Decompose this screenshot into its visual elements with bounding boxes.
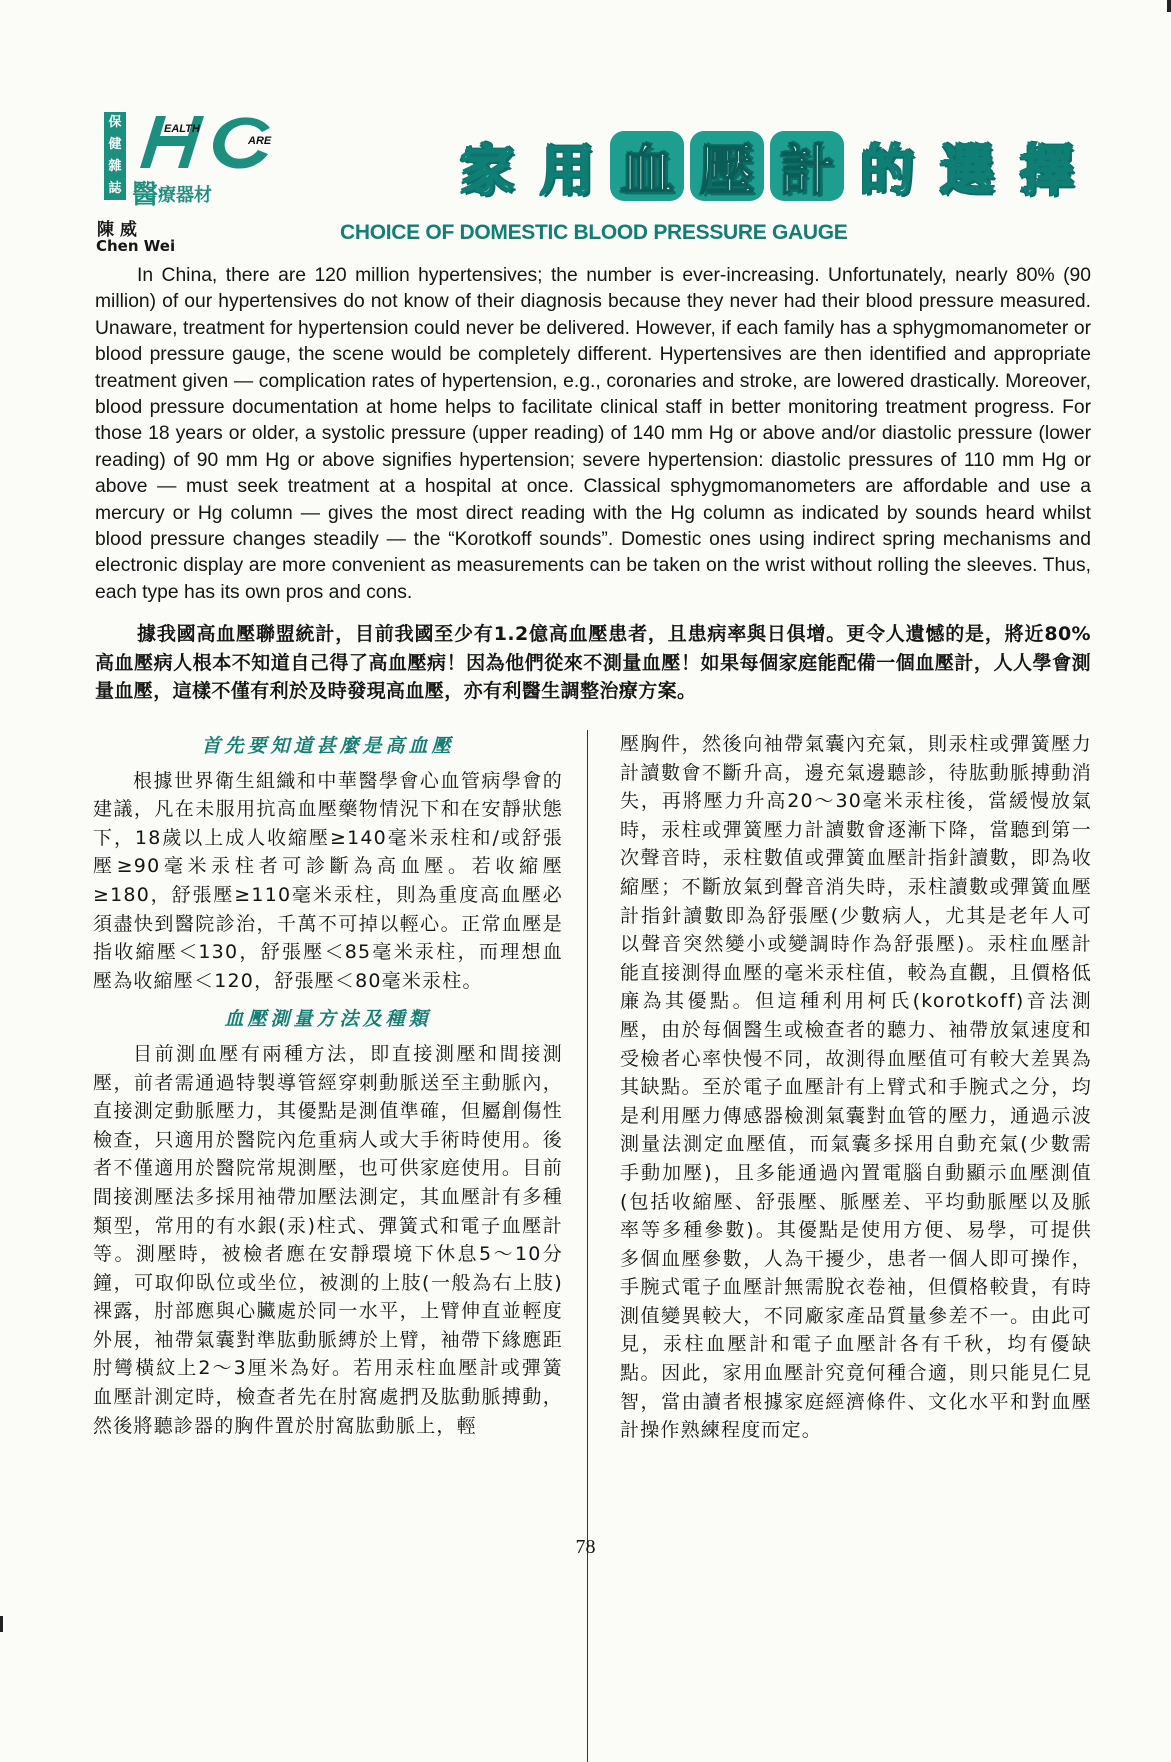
logo-vertical-label <box>104 112 126 200</box>
logo-ealth-text: EALTH <box>164 123 200 135</box>
title-char: 家 <box>460 137 514 202</box>
article-title-cn <box>450 128 1090 204</box>
scan-edge-mark <box>0 1616 3 1632</box>
logo-char: 誌 <box>108 181 122 196</box>
title-char: 選 <box>940 137 994 202</box>
logo-are-text: ARE <box>248 135 272 147</box>
title-char: 計 <box>770 131 844 201</box>
hc-logo-mark <box>130 108 290 178</box>
magazine-logo <box>104 108 304 208</box>
logo-char: 雜 <box>108 159 122 174</box>
section-heading-measurement-methods: 血壓測量方法及種類 <box>224 1008 432 1031</box>
scan-edge-mark <box>1167 0 1171 12</box>
title-char: 血 <box>610 131 684 201</box>
right-column <box>620 730 1092 1445</box>
left-column <box>93 728 563 1440</box>
column-divider <box>587 730 588 1762</box>
section-paragraph: 根據世界衛生組織和中華醫學會心血管病學會的建議，凡在未服用抗高血壓藥物情況下和在安靜狀態下，18歲以上成人收縮壓≥140毫米汞柱和/或舒張壓≥90毫米汞柱者可診斷為高血壓。若收縮壓≥180，舒張壓≥110毫米汞柱，則為重度高血壓必須盡快到醫院診治，千萬不可掉以輕心。正常血壓是指收縮壓＜130，舒張壓＜85毫米汞柱，而理想血壓為收縮壓＜120，舒張壓＜80毫米汞柱。 <box>93 769 563 992</box>
title-char: 用 <box>540 137 594 202</box>
title-char: 的 <box>860 137 914 202</box>
title-char: 擇 <box>1020 137 1074 202</box>
logo-sub-big: 醫 <box>132 180 159 210</box>
logo-char: 保 <box>108 115 122 130</box>
page-number: 78 <box>575 1536 596 1558</box>
article-title-en: CHOICE OF DOMESTIC BLOOD PRESSURE GAUGE <box>340 221 848 244</box>
logo-char: 健 <box>108 137 122 152</box>
logo-sub-rest: 療器材 <box>158 185 213 206</box>
english-abstract: In China, there are 120 million hypertensives; the number is ever-increasing. Unfortunately, nearly 80% (90 million) of our hypertensives do not know of their diagnosis because they never had their blood pressure measured. Unaware, treatment for hypertension could never be delivered. However, if each family has a sphygmomanometer or blood pressure gauge, the scene would be completely different. Hypertensives are then identified and appropriate treatment given — complication rates of hypertension, e.g., coronaries and stroke, are lowered drastically. Moreover, blood pressure documentation at home helps to facilitate clinical staff in better monitoring treatment progress. For those 18 years or older, a systolic pressure (upper reading) of 140 mm Hg or above and/or diastolic pressure (lower reading) of 90 mm Hg or above signifies hypertension; severe hypertension: diastolic pressures of 110 mm Hg or above — must seek treatment at a hospital at once. Classical sphygmomanometers are affordable and use a mercury or Hg column — gives the most direct reading with the Hg column as indicated by sounds heard whilst blood pressure changes steadily — the “Korotkoff sounds”. Domestic ones using indirect spring mechanisms and electronic display are more convenient as measurements can be taken on the wrist without rolling the sleeves. Thus, each type has its own pros and cons. <box>95 265 1091 603</box>
section-heading-what-is-hypertension: 首先要知道甚麼是高血壓 <box>201 735 455 757</box>
title-char: 壓 <box>690 131 764 201</box>
chinese-intro: 據我國高血壓聯盟統計，目前我國至少有1.2億高血壓患者，且患病率與日俱增。更令人遺憾的是，將近80%高血壓病人根本不知道自己得了高血壓病！因為他們從來不測量血壓！如果每個家庭能配備一個血壓計，人人學會測量血壓，這樣不僅有利於及時發現高血壓，亦有利醫生調整治療方案。 <box>95 623 1091 702</box>
author-name-cn: 陳 威 <box>97 220 137 240</box>
logo-subtitle <box>132 174 212 211</box>
section-paragraph: 壓胸件，然後向袖帶氣囊內充氣，則汞柱或彈簧壓力計讀數會不斷升高，邊充氣邊聽診，待肱動脈搏動消失，再將壓力升高20～30毫米汞柱後，當緩慢放氣時，汞柱或彈簧壓力計讀數會逐漸下降，當聽到第一次聲音時，汞柱數值或彈簧血壓計指針讀數，即為收縮壓；不斷放氣到聲音消失時，汞柱讀數或彈簧血壓計指針讀數即為舒張壓(少數病人，尤其是老年人可以聲音突然變小或變調時作為舒張壓)。汞柱血壓計能直接測得血壓的毫米汞柱值，較為直觀，且價格低廉為其優點。但這種利用柯氏(korotkoff)音法測壓，由於每個醫生或檢查者的聽力、袖帶放氣速度和受檢者心率快慢不同，故測得血壓值可有較大差異為其缺點。至於電子血壓計有上臂式和手腕式之分，均是利用壓力傳感器檢測氣囊對血管的壓力，通過示波測量法測定血壓值，而氣囊多採用自動充氣(少數需手動加壓)，且多能通過內置電腦自動顯示血壓測值(包括收縮壓、舒張壓、脈壓差、平均動脈壓以及脈率等多種參數)。其優點是使用方便、易學，可提供多個血壓參數，人為干擾少，患者一個人即可操作，手腕式電子血壓計無需脫衣卷袖，但價格較貴，有時測值變異較大，不同廠家產品質量參差不一。由此可見，汞柱血壓計和電子血壓計各有千秋，均有優缺點。因此，家用血壓計究竟何種合適，則只能見仁見智，當由讀者根據家庭經濟條件、文化水平和對血壓計操作熟練程度而定。 <box>620 733 1092 1442</box>
section-paragraph: 目前測血壓有兩種方法，即直接測壓和間接測壓，前者需通過特製導管經穿刺動脈送至主動脈內，直接測定動脈壓力，其優點是測值準確，但屬創傷性檢查，只適用於醫院內危重病人或大手術時使用。後者不僅適用於醫院常規測壓，也可供家庭使用。目前間接測壓法多採用袖帶加壓法測定，其血壓計有多種類型，常用的有水銀(汞)柱式、彈簧式和電子血壓計等。測壓時，被檢者應在安靜環境下休息5～10分鐘，可取仰臥位或坐位，被測的上肢(一般為右上肢)裸露，肘部應與心臟處於同一水平，上臂伸直並輕度外展，袖帶氣囊對準肱動脈縛於上臂，袖帶下緣應距肘彎橫紋上2～3厘米為好。若用汞柱血壓計或彈簧血壓計測定時，檢查者先在肘窩處捫及肱動脈搏動，然後將聽診器的胸件置於肘窩肱動脈上，輕 <box>93 1042 563 1437</box>
author-name-en: Chen Wei <box>96 237 176 255</box>
